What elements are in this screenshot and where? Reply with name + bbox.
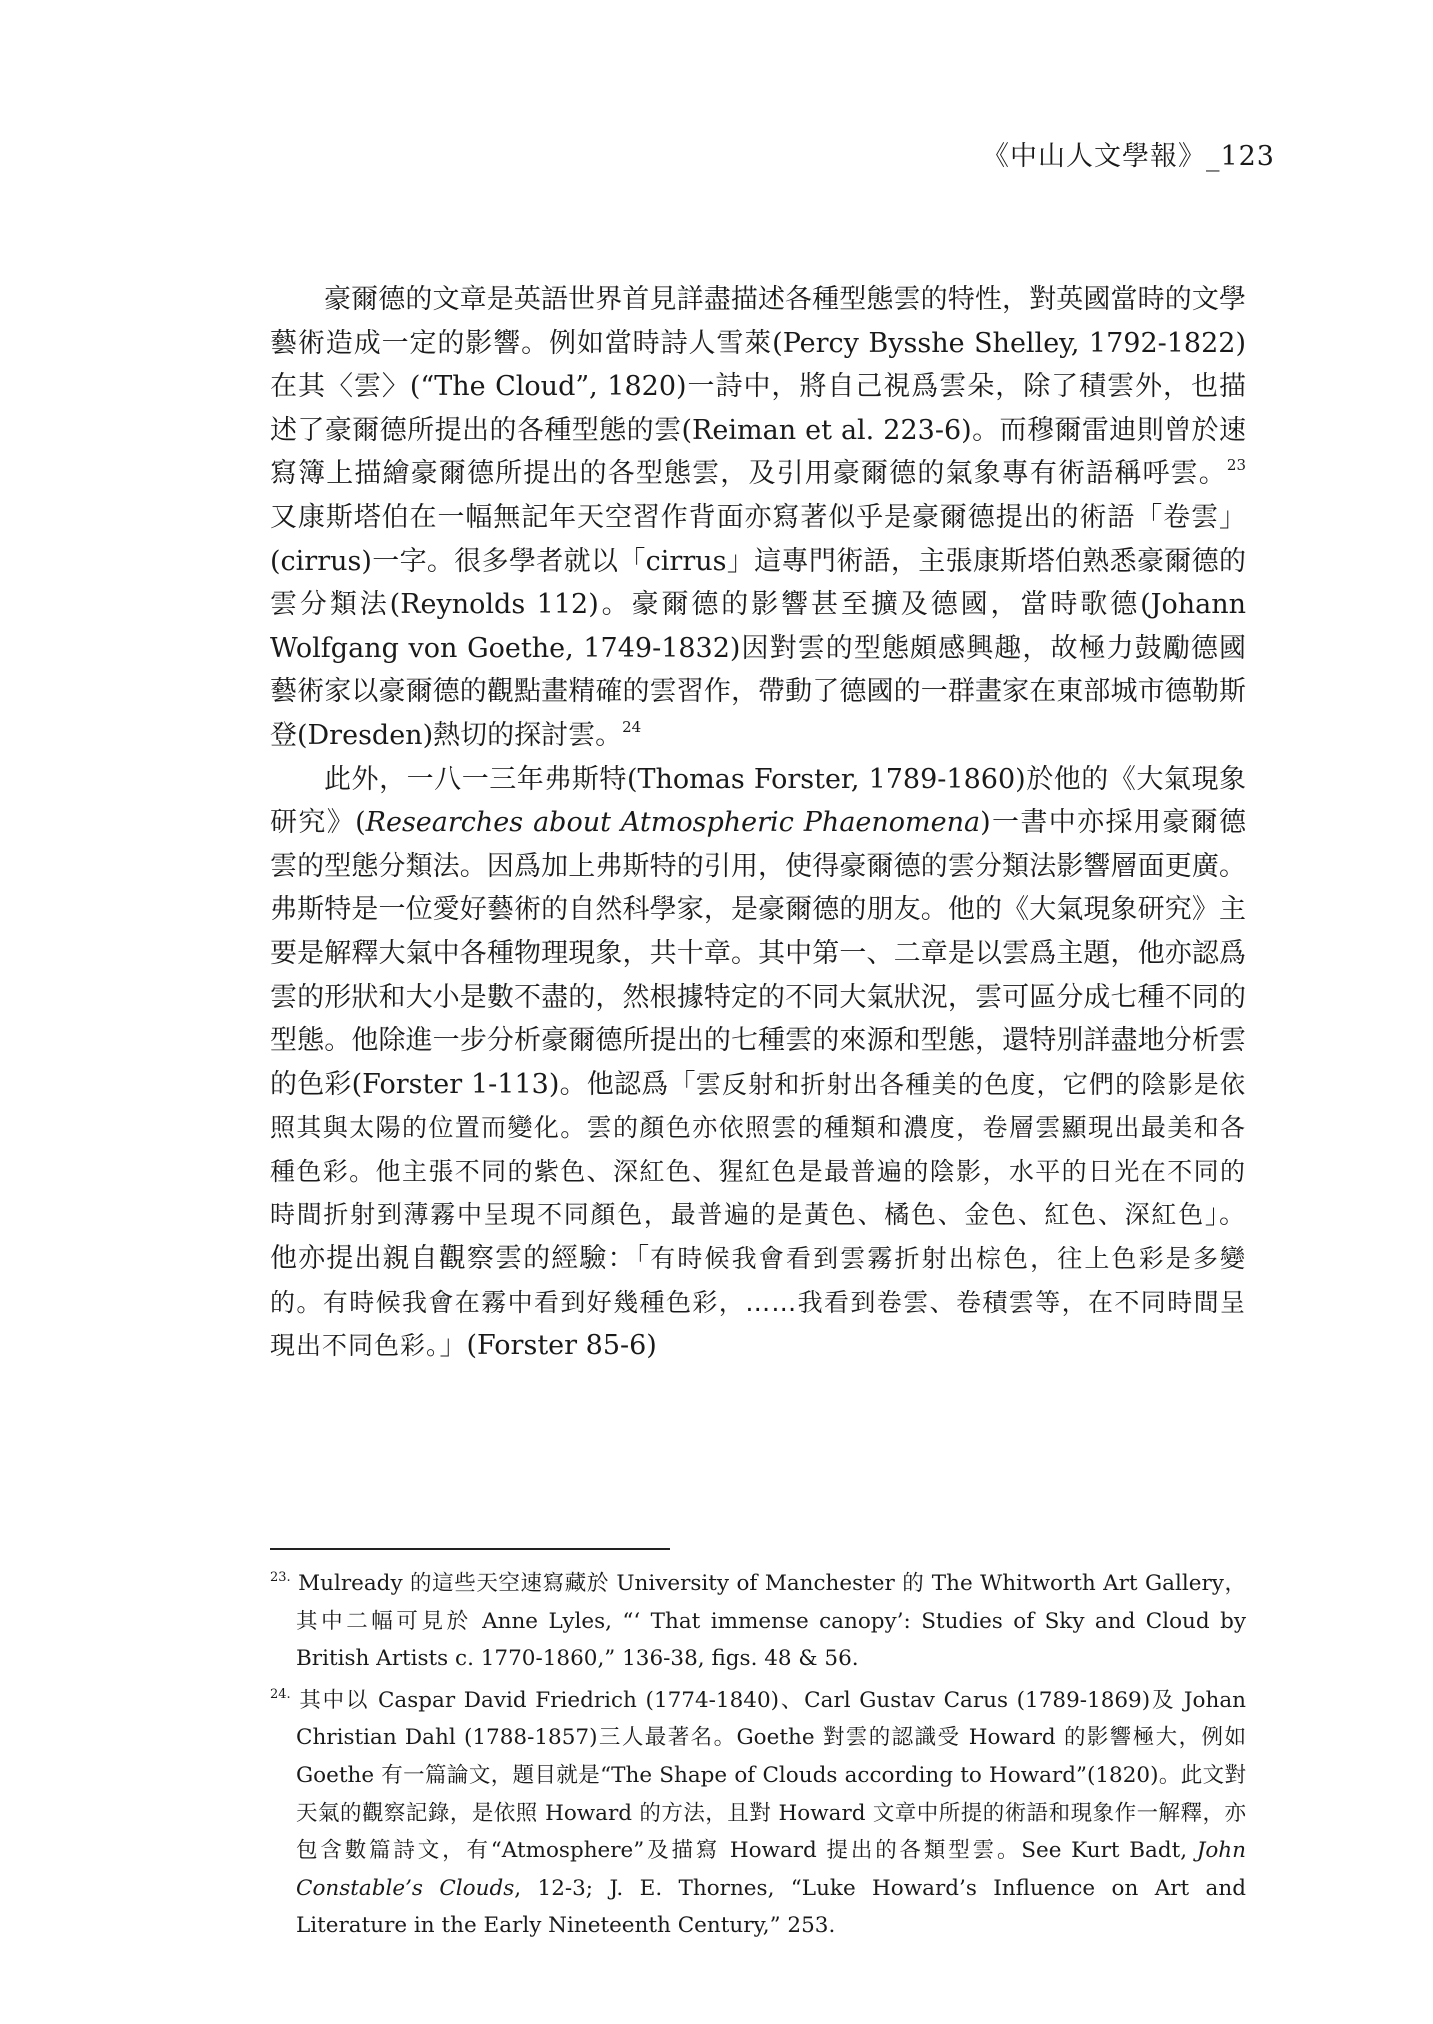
paragraph-1-text-a: 豪爾德的文章是英語世界首見詳盡描述各種型態雲的特性，對英國當時的文學藝術造成一定的影響。例如當時詩人雪萊(Percy Bysshe Shelley, 1792-1822)在其〈雲〉(“The Cloud”, 1820)一詩中，將自己視爲雲朵，除了積雲外，也描述了豪爾德所提出的各種型態的雲(Reiman et al. 223-6)。而穆爾雷迪則曾於速寫簿上描繪豪爾德所提出的各型態雲，及引用豪爾德的氣象專有術語稱呼雲。 xyxy=(270,284,1246,490)
paragraph-1 xyxy=(270,278,1246,758)
footnotes xyxy=(270,1565,1246,1949)
footnote-divider xyxy=(270,1548,670,1550)
footnote-text-b: , 12-3; J. E. Thornes, “Luke Howard’s Influence on Art and Literature in the Early Nineteenth Century,” 253. xyxy=(296,1875,1246,1939)
paragraph-2-text-c: 」。他亦提出親自觀察雲的經驗：「 xyxy=(270,1199,1246,1275)
paragraph-1-text-b: 又康斯塔伯在一幅無記年天空習作背面亦寫著似乎是豪爾德提出的術語「卷雲」(cirrus)一字。很多學者就以「cirrus」這專門術語，主張康斯塔伯熟悉豪爾德的雲分類法(Reynolds 112)。豪爾德的影響甚至擴及德國，當時歌德(Johann Wolfgang von Goethe, 1749-1832)因對雲的型態頗感興趣，故極力鼓勵德國藝術家以豪爾德的觀點畫精確的雲習作，帶動了德國的一群畫家在東部城市德勒斯登(Dresden)熱切的探討雲。 xyxy=(270,501,1246,751)
footnote-24 xyxy=(270,1682,1246,1945)
quote-2: 有時候我會看到雲霧折射出棕色，往上色彩是多變的。有時候我會在霧中看到好幾種色彩，……我看到卷雲、卷積雲等，在不同時間呈現出不同色彩。 xyxy=(270,1244,1246,1361)
paragraph-2 xyxy=(270,758,1246,1368)
footnote-number: 24. xyxy=(270,1686,291,1702)
footnote-number: 23. xyxy=(270,1570,291,1585)
running-header: 《中山人文學報》_123 xyxy=(981,141,1275,172)
footnote-text: Mulready 的這些天空速寫藏於 University of Manchester 的 The Whitworth Art Gallery，其中二幅可見於 Anne Lyles, “‘ That immense canopy’: Studies of Sky and Cloud by British Artists c. 1770-1860,” 136-38, figs. 48 & 56. xyxy=(296,1571,1246,1672)
quote-1: 雲反射和折射出各種美的色度，它們的陰影是依照其與太陽的位置而變化。雲的顏色亦依照雲的種類和濃度，卷層雲顯現出最美和各種色彩。他主張不同的紫色、深紅色、猩紅色是最普遍的陰影，水平的日光在不同的時間折射到薄霧中呈現不同顏色，最普遍的是黃色、橘色、金色、紅色、深紅色 xyxy=(270,1069,1246,1230)
paragraph-2-text-b: )一書中亦採用豪爾德雲的型態分類法。因爲加上弗斯特的引用，使得豪爾德的雲分類法影響層面更廣。弗斯特是一位愛好藝術的自然科學家，是豪爾德的朋友。他的《大氣現象研究》主要是解釋大氣中各種物理現象，共十章。其中第一、二章是以雲爲主題，他亦認爲雲的形狀和大小是數不盡的，然根據特定的不同大氣狀況，雲可區分成七種不同的型態。他除進一步分析豪爾德所提出的七種雲的來源和型態，還特別詳盡地分析雲的色彩(Forster 1-113)。他認爲「 xyxy=(270,807,1246,1100)
footnote-ref-24[interactable]: 24 xyxy=(622,717,642,736)
book-title: Researches about Atmospheric Phaenomena xyxy=(365,807,981,839)
footnote-book-title: John Constable’s Clouds xyxy=(296,1838,1246,1901)
paragraph-2-text-a: 此外，一八一三年弗斯特(Thomas Forster, 1789-1860)於他的《大氣現象研究》( xyxy=(270,763,1246,839)
footnote-ref-23[interactable]: 23 xyxy=(1226,456,1246,475)
footnote-23 xyxy=(270,1565,1246,1678)
paragraph-2-text-d: 」(Forster 85-6) xyxy=(439,1330,657,1362)
footnote-text-a: 其中以 Caspar David Friedrich (1774-1840)、Carl Gustav Carus (1789-1869)及 Johan Christian Dahl (1788-1857)三人最著名。Goethe 對雲的認識受 Howard 的影響極大，例如 Goethe 有一篇論文，題目就是“The Shape of Clouds according to Howard”(1820)。此文對天氣的觀察記錄，是依照 Howard 的方法，且對 Howard 文章中所提的術語和現象作一解釋，亦包含數篇詩文，有“Atmosphere”及描寫 Howard 提出的各類型雲。See Kurt Badt, xyxy=(296,1687,1246,1864)
main-text xyxy=(270,278,1246,1368)
